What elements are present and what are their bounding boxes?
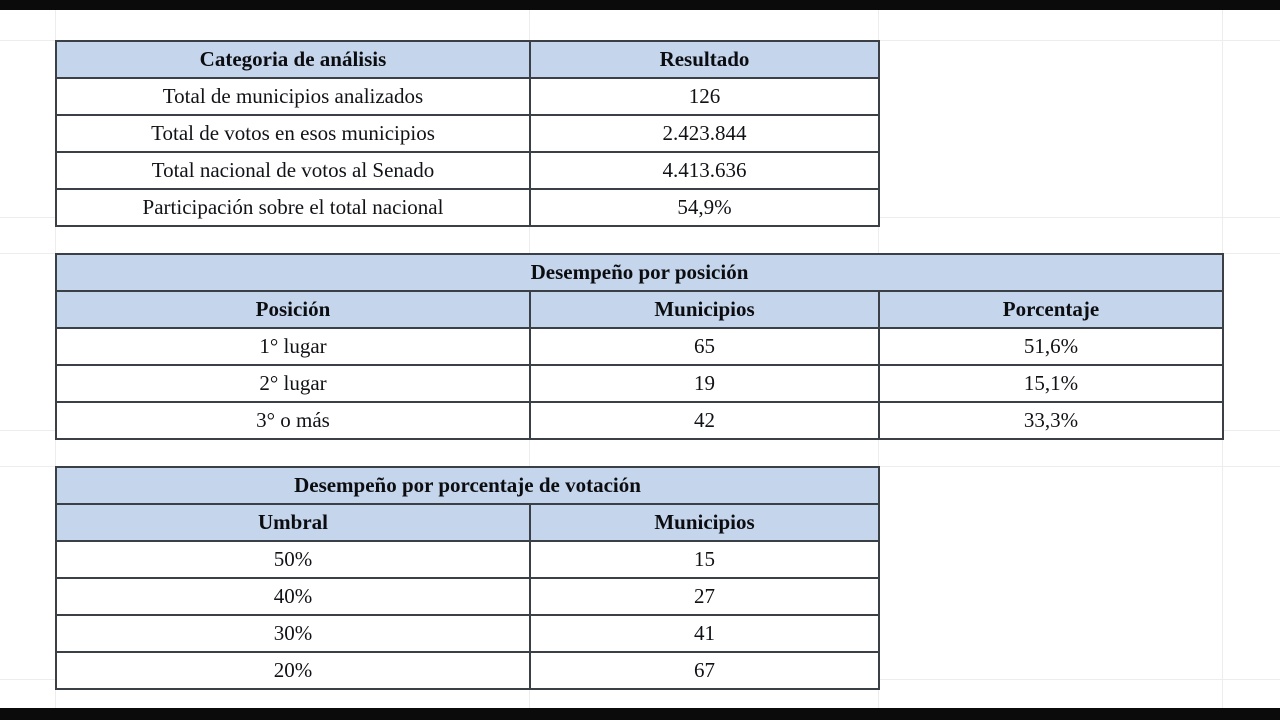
cell-percentage: 15,1% <box>879 365 1223 402</box>
document-page <box>0 10 1280 708</box>
column-header-result: Resultado <box>530 41 879 78</box>
cell-municipalities: 27 <box>530 578 879 615</box>
table-row <box>56 115 879 152</box>
table-header-row <box>56 41 879 78</box>
cell-category: Participación sobre el total nacional <box>56 189 530 226</box>
cell-position: 3° o más <box>56 402 530 439</box>
cell-municipalities: 15 <box>530 541 879 578</box>
column-header-percentage: Porcentaje <box>879 291 1223 328</box>
cell-result: 54,9% <box>530 189 879 226</box>
cell-category: Total de municipios analizados <box>56 78 530 115</box>
column-header-threshold: Umbral <box>56 504 530 541</box>
table-row <box>56 365 1223 402</box>
threshold-performance-table <box>55 466 880 690</box>
table-row <box>56 78 879 115</box>
cell-municipalities: 67 <box>530 652 879 689</box>
table-row <box>56 541 879 578</box>
cell-result: 126 <box>530 78 879 115</box>
letterbox-top-bar <box>0 0 1280 10</box>
cell-municipalities: 41 <box>530 615 879 652</box>
cell-category: Total nacional de votos al Senado <box>56 152 530 189</box>
cell-position: 2° lugar <box>56 365 530 402</box>
column-header-municipalities: Municipios <box>530 291 879 328</box>
cell-percentage: 51,6% <box>879 328 1223 365</box>
cell-municipalities: 42 <box>530 402 879 439</box>
column-header-category: Categoria de análisis <box>56 41 530 78</box>
table-title: Desempeño por posición <box>56 254 1223 291</box>
cell-municipalities: 19 <box>530 365 879 402</box>
table-row <box>56 189 879 226</box>
summary-table <box>55 40 880 227</box>
table-row <box>56 578 879 615</box>
table-title: Desempeño por porcentaje de votación <box>56 467 879 504</box>
cell-result: 2.423.844 <box>530 115 879 152</box>
cell-threshold: 50% <box>56 541 530 578</box>
cell-threshold: 40% <box>56 578 530 615</box>
cell-municipalities: 65 <box>530 328 879 365</box>
table-row <box>56 328 1223 365</box>
table-row <box>56 652 879 689</box>
cell-percentage: 33,3% <box>879 402 1223 439</box>
table-header-row <box>56 504 879 541</box>
cell-position: 1° lugar <box>56 328 530 365</box>
cell-category: Total de votos en esos municipios <box>56 115 530 152</box>
table-row <box>56 402 1223 439</box>
table-row <box>56 615 879 652</box>
cell-threshold: 30% <box>56 615 530 652</box>
letterbox-bottom-bar <box>0 708 1280 720</box>
position-performance-table <box>55 253 1224 440</box>
table-header-row <box>56 291 1223 328</box>
column-header-position: Posición <box>56 291 530 328</box>
table-row <box>56 152 879 189</box>
cell-result: 4.413.636 <box>530 152 879 189</box>
column-header-municipalities: Municipios <box>530 504 879 541</box>
table-title-row <box>56 254 1223 291</box>
table-title-row <box>56 467 879 504</box>
cell-threshold: 20% <box>56 652 530 689</box>
